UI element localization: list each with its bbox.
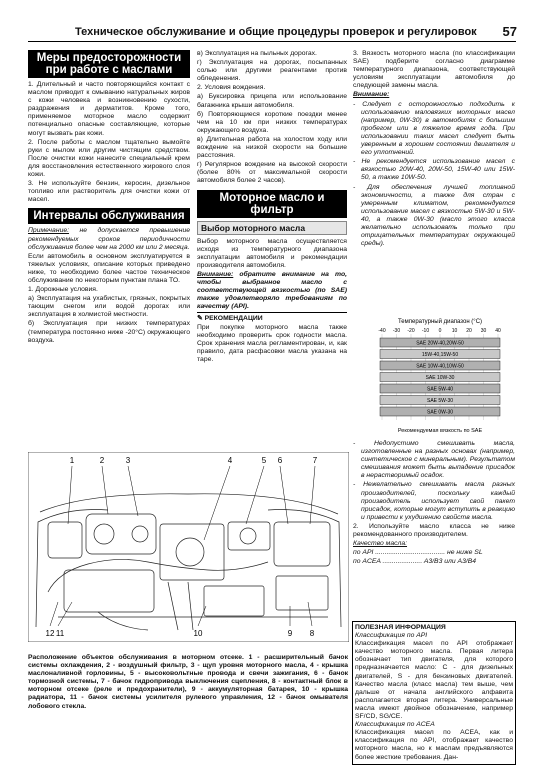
attention-label: Внимание: xyxy=(353,91,390,99)
diagram-caption: Рекомендуемая вязкость по SAE xyxy=(397,428,483,434)
paragraph: Выбор моторного масла осуществляется исходя из температурного диапазона эксплуатации автомобиля и рекомендации производителя автомобиля. xyxy=(197,237,347,269)
diagram-tick-label: 30 xyxy=(480,328,487,334)
paragraph: 1. Дорожные условия. xyxy=(28,286,98,294)
paragraph: 1. Длительный и часто повторяющийся контакт с маслом приводит к смыванию натуральных жиров с кожи человека и возникновению сухости, раздражения и дерматитов. Кроме того, применяемое моторное масло содержит потенциально опасные составляющие, которые могут вызвать рак кожи. xyxy=(28,81,190,137)
note-label: Примечание: xyxy=(28,227,70,235)
callout-number: 2 xyxy=(99,456,105,465)
paragraph: в) Длительная работа на холостом ходу или вождение на низкой скорости на большие расстояния. xyxy=(197,135,347,160)
section-heading-precautions: Меры предосторожности при работе с маслами xyxy=(28,50,190,78)
column-right xyxy=(353,50,515,249)
recommendations-heading: ✎ РЕКОМЕНДАЦИИ xyxy=(197,315,263,323)
paragraph: а) Буксировка прицепа или использование багажника крыши автомобиля. xyxy=(197,93,347,109)
diagram-bar-label: SAE 20W-40,20W-50 xyxy=(416,340,464,347)
viscosity-diagram xyxy=(374,316,506,434)
bullet: - Следует с осторожностью подходить к использованию маловязких моторных масел (например, 0W-30) в автомобилях с большим пробегом или в тяжелое время года. При использовании таких масел следует быть уверенным в хорошем состоянии двигателя и его уплотнений. xyxy=(353,100,515,157)
bullet: - Для обеспечения лучшей топливной экономичности, а также для стран с умеренным климатом, рекомендуется использование масел с вязкостью 5W-30 и 5W-40, а также 0W-30 (масло этого класса желательно использовать только при отрицательных температурах окружающей среды). xyxy=(353,183,515,248)
acea-text: Классификация масел по ACEA, как и классификация по API, отображает качество моторного масла, но к маслам предъявляются более жесткие требования. Дан- xyxy=(355,729,513,761)
diagram-bars xyxy=(380,338,500,416)
page-header xyxy=(55,26,517,40)
useful-info-box xyxy=(352,621,516,765)
diagram-tick-label: 10 xyxy=(451,328,458,334)
callout-number: 4 xyxy=(227,456,233,465)
diagram-tick-label: -20 xyxy=(407,328,415,334)
diagram-tick-label: 40 xyxy=(495,328,501,334)
attention-label: Внимание: xyxy=(197,270,234,278)
subheading-oil-choice: Выбор моторного масла xyxy=(197,221,347,235)
diagram-bar-label: SAE 10W-30 xyxy=(425,375,455,381)
paragraph: а) Эксплуатация на ухабистых, грязных, покрытых тающим снегом или водой дорогах или эксплуатация в холмистой местности. xyxy=(28,295,190,319)
paragraph: 3. Вязкость моторного масла (по классификации SAE) подберите согласно диаграмме температурного диапазона, соответствующей условиям эксплуатации автомобиля до следующей замены масла. xyxy=(353,50,515,90)
diagram-bar-label: SAE 0W-30 xyxy=(426,409,454,416)
diagram-bar-label: SAE 10W-40,10W-50 xyxy=(416,363,464,370)
paragraph: 2. Условия вождения. xyxy=(197,84,266,92)
api-quality: по API ..................................... не ниже SL xyxy=(353,549,483,557)
diagram-bar-label: 15W-40,15W-50 xyxy=(421,352,459,358)
callout-number: 8 xyxy=(309,629,315,638)
page-number: 57 xyxy=(502,24,517,39)
paragraph: г) Эксплуатация на дорогах, посыпанных солью или другими реагентами против обледенения. xyxy=(197,59,347,83)
acea-heading: Классификация по ACEA xyxy=(355,721,435,729)
diagram-title: Температурный диапазон (°С) xyxy=(397,319,483,325)
column-middle xyxy=(197,50,347,365)
bullet: - Не рекомендуется использование масел с вязкостью 20W-40, 20W-50, 15W-40 или 15W-50, а также 10W-50. xyxy=(353,158,515,182)
paragraph: в) Эксплуатация на пыльных дорогах. xyxy=(197,50,317,57)
callout-number: 5 xyxy=(261,456,267,465)
figure-caption: Расположение объектов обслуживания в моторном отсеке. 1 - расширительный бачок системы охлаждения, 2 - воздушный фильтр, 3 - щуп уровня моторного масла, 4 - крышка маслоналивной горловины, 5 - высоковольтные провода и свечи зажигания, 6 - бачок тормозной системы, 7 - бачок гидропривода выключения сцепления, 8 - контактный блок в моторном отсеке (реле и предохранители), 9 - аккумуляторная батарея, 10 - крышка радиатора, 11 - бачок системы усилителя рулевого управления, 12 - бачок омывателя лобового стекла. xyxy=(28,654,348,710)
callout-number: 11 xyxy=(55,629,65,638)
callout-number: 6 xyxy=(277,456,283,465)
diagram-tick-label: -30 xyxy=(392,328,401,334)
engine-bay-illustration xyxy=(28,452,349,642)
bullet: - Нежелательно смешивать масла разных производителей, поскольку каждый производитель использует свой пакет присадок, которые могут вступить в реакцию и привести к ухудшению свойств масла. xyxy=(353,481,515,521)
diagram-tick-label: 0 xyxy=(438,328,442,334)
section-heading-intervals: Интервалы обслуживания xyxy=(28,208,190,224)
header-title: Техническое обслуживание и общие процедуры проверок и регулировок xyxy=(75,26,477,38)
callout-number: 12 xyxy=(45,629,55,638)
note xyxy=(28,227,190,251)
diagram-bar-label: SAE 5W-30 xyxy=(426,398,454,404)
header-rule xyxy=(28,41,516,42)
bullet: - Недопустимо смешивать масла, изготовленные на разных основах (например, синтетическое с минеральным). Результатом смешивания может быть выпадение присадок в нерастворимый осадок. xyxy=(353,440,515,480)
paragraph: б) Эксплуатация при низких температурах (температура постоянно ниже -20°С) окружающего воздуха. xyxy=(28,320,190,344)
api-text: Классификация масел по API отображает качество моторного масла. Первая литера обозначает тип двигателя, для которого предназначается масло: С - для дизельных двигателей, S - для бензиновых двигателей. Качество масла (класс масла) тем выше, чем дальше от начала английского алфавита располагается вторая литера. Универсальные масла имеют двойное обозначение, например SF/CD, SG/CE. xyxy=(355,640,513,721)
section-heading-oil: Моторное масло и фильтр xyxy=(197,190,347,218)
attention-text: обратите внимание на то, чтобы выбранное масло с соответствующей вязкостью (по SAE) также удовлетворяло требованиям по качеству (API). xyxy=(197,270,347,311)
acea-quality: по ACEA ..................... A3/B3 или A3/B4 xyxy=(353,558,477,566)
paragraph: Если автомобиль в основном эксплуатируется в тяжелых условиях, описание которых приведено ниже, то необходимо более частое техническое обслуживание по некоторым пунктам плана ТО. xyxy=(28,252,190,284)
callout-number: 1 xyxy=(69,456,75,465)
column-left xyxy=(28,50,190,346)
paragraph: 3. Не используйте бензин, керосин, дизельное топливо или растворитель для очистки кожи от масел. xyxy=(28,180,190,204)
callout-number: 3 xyxy=(125,456,131,465)
useful-info-heading: ПОЛЕЗНАЯ ИНФОРМАЦИЯ xyxy=(355,624,446,631)
quality-label: Качество масла: xyxy=(353,540,408,548)
callout-number: 10 xyxy=(193,629,203,638)
paragraph: б) Повторяющиеся короткие поездки менее чем на 10 км при низких температурах окружающего воздуха. xyxy=(197,110,347,134)
diagram-tick-label: -10 xyxy=(421,328,430,334)
paragraph: г) Регулярное вождение на высокой скорости (более 80% от максимальной скорости автомобиля более 2 часов). xyxy=(197,161,347,185)
api-heading: Классификация по API xyxy=(355,632,428,640)
callout-number: 7 xyxy=(312,456,318,465)
note-text: не допускается превышение рекомендуемых сроков периодичности обслуживания более чем на 2000 км или 2 месяца. xyxy=(28,227,190,251)
diagram-tick-label: 20 xyxy=(466,328,472,334)
callout-number: 9 xyxy=(287,629,293,638)
recommendations-label: РЕКОМЕНДАЦИИ xyxy=(204,315,263,323)
column-right-lower xyxy=(353,440,515,567)
recommendations xyxy=(197,312,347,364)
paragraph: 2. Используйте масло класса не ниже рекомендованного производителем. xyxy=(353,522,515,539)
attention xyxy=(197,271,347,311)
diagram-bar-label: SAE 5W-40 xyxy=(426,386,454,393)
paragraph: 2. После работы с маслом тщательно вымойте руки с мылом или другим чистящим средством. После очистки кожи нанесите специальный крем для восстановления естественного жирового слоя кожи. xyxy=(28,138,190,179)
diagram-tick-label: -40 xyxy=(378,328,386,334)
paragraph: При покупке моторного масла также необходимо проверить срок годности масла. Срок хранения масла регламентирован, и, как правило, дата расфасовки масла указана на таре. xyxy=(197,323,347,363)
